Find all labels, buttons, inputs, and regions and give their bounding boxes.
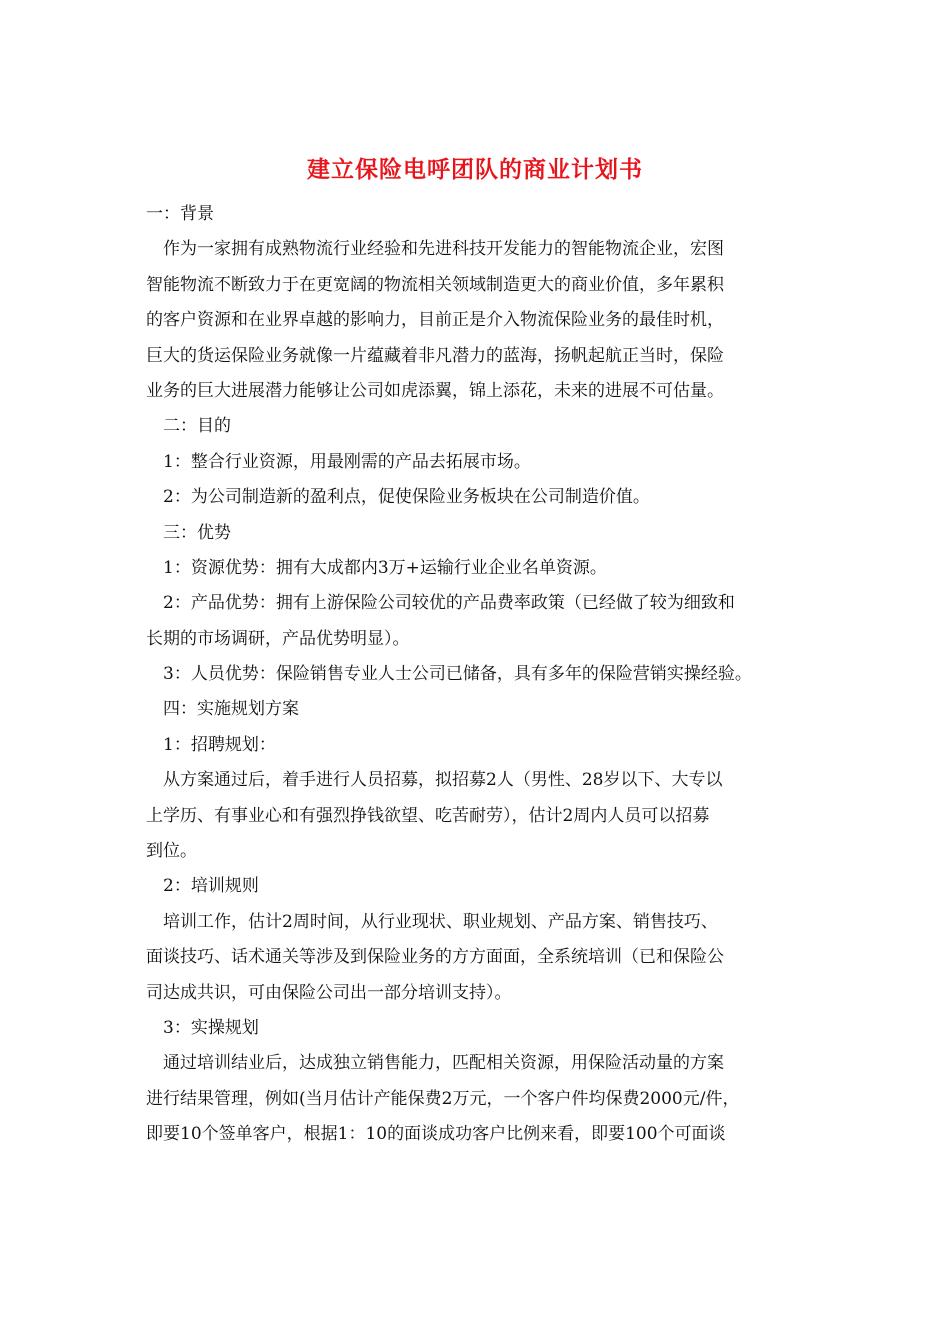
paragraph-line: 进行结果管理，例如(当月估计产能保费2万元，一个客户件均保费2000元/件， bbox=[146, 1088, 740, 1109]
subsection-heading-training: 2：培训规则 bbox=[163, 876, 259, 897]
paragraph-line: 巨大的货运保险业务就像一片蕴藏着非凡潜力的蓝海，扬帆起航正当时，保险 bbox=[146, 345, 724, 366]
paragraph-line: 培训工作，估计2周时间，从行业现状、职业规划、产品方案、销售技巧、 bbox=[163, 911, 718, 932]
paragraph-line: 作为一家拥有成熟物流行业经验和先进科技开发能力的智能物流企业，宏图 bbox=[163, 239, 724, 260]
section-heading-advantages: 三：优势 bbox=[163, 522, 231, 543]
list-item: 3：人员优势：保险销售专业人士公司已储备，具有多年的保险营销实操经验。 bbox=[163, 664, 752, 685]
section-heading-background: 一：背景 bbox=[146, 204, 214, 224]
paragraph-line: 通过培训结业后，达成独立销售能力，匹配相关资源，用保险活动量的方案 bbox=[163, 1053, 724, 1074]
paragraph-line: 的客户资源和在业界卓越的影响力，目前正是介入物流保险业务的最佳时机， bbox=[146, 310, 724, 331]
paragraph-line: 即要10个签单客户，根据1：10的面谈成功客户比例来看，即要100个可面谈 bbox=[146, 1124, 726, 1145]
paragraph-line: 智能物流不断致力于在更宽阔的物流相关领域制造更大的商业价值，多年累积 bbox=[146, 274, 724, 295]
document-title: 建立保险电呼团队的商业计划书 bbox=[307, 156, 643, 183]
list-item: 2：产品优势：拥有上游保险公司较优的产品费率政策（已经做了较为细致和 bbox=[163, 593, 735, 614]
section-heading-plan: 四：实施规划方案 bbox=[163, 699, 299, 720]
paragraph-line: 上学历、有事业心和有强烈挣钱欲望、吃苦耐劳），估计2周内人员可以招募 bbox=[146, 805, 710, 826]
paragraph-line: 司达成共识，可由保险公司出一部分培训支持）。 bbox=[146, 982, 512, 1003]
list-item: 2：为公司制造新的盈利点，促使保险业务板块在公司制造价值。 bbox=[163, 487, 650, 508]
list-item: 1：资源优势：拥有大成都内3万+运输行业企业名单资源。 bbox=[163, 557, 607, 578]
paragraph-line: 到位。 bbox=[146, 841, 197, 862]
document-body bbox=[146, 197, 826, 1153]
paragraph-line: 从方案通过后，着手进行人员招募，拟招募2人（男性、28岁以下、大专以 bbox=[163, 770, 723, 791]
paragraph-line: 长期的市场调研，产品优势明显）。 bbox=[146, 628, 410, 649]
subsection-heading-practice: 3：实操规划 bbox=[163, 1017, 259, 1038]
subsection-heading-recruitment: 1：招聘规划： bbox=[163, 734, 276, 755]
section-heading-purpose: 二：目的 bbox=[163, 416, 231, 437]
list-item: 1：整合行业资源，用最刚需的产品去拓展市场。 bbox=[163, 451, 531, 472]
paragraph-line: 面谈技巧、话术通关等涉及到保险业务的方方面面，全系统培训（已和保险公 bbox=[146, 947, 724, 968]
paragraph-line: 业务的巨大进展潜力能够让公司如虎添翼，锦上添花，未来的进展不可估量。 bbox=[146, 380, 724, 401]
